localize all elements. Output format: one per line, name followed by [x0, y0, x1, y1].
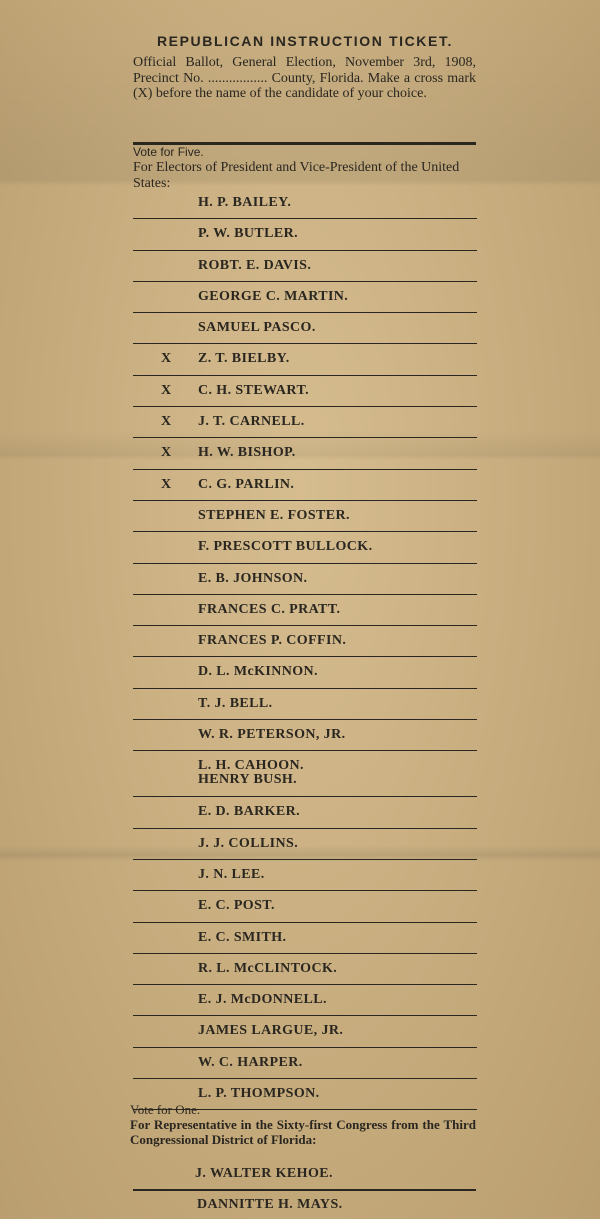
- candidate-name: J. T. CARNELL.: [198, 414, 305, 430]
- candidate-name: Z. T. BIELBY.: [198, 351, 290, 367]
- cross-mark: X: [161, 445, 172, 461]
- candidate-name: H. W. BISHOP.: [198, 445, 296, 461]
- candidate-name: C. G. PARLIN.: [198, 476, 295, 492]
- elector-candidate-row: [133, 188, 477, 219]
- ballot-instructions: [133, 55, 476, 102]
- cross-mark: X: [161, 414, 172, 430]
- candidate-name: W. R. PETERSON, JR.: [198, 727, 346, 743]
- candidate-name: E. D. BARKER.: [198, 804, 301, 820]
- electors-vote-for: Vote for Five.: [133, 145, 204, 159]
- elector-candidate-row: [133, 657, 477, 688]
- cross-mark: X: [161, 476, 172, 492]
- congress-candidate: J. WALTER KEHOE.: [195, 1166, 333, 1181]
- candidate-name: FRANCES C. PRATT.: [198, 601, 341, 617]
- candidate-name: W. C. HARPER.: [198, 1054, 303, 1070]
- elector-candidate-row: [133, 985, 477, 1016]
- elector-candidate-row: [133, 891, 477, 922]
- elector-candidate-list: [133, 188, 477, 1110]
- congress-candidate: DANNITTE H. MAYS.: [197, 1197, 343, 1212]
- elector-candidate-row: [133, 1016, 477, 1047]
- candidate-name: J. J. COLLINS.: [198, 835, 299, 851]
- ticket-title: REPUBLICAN INSTRUCTION TICKET.: [156, 33, 454, 49]
- elector-candidate-row: [133, 282, 477, 313]
- divider: [133, 1189, 476, 1191]
- elector-candidate-row: [133, 720, 477, 751]
- candidate-name: FRANCES P. COFFIN.: [198, 633, 347, 649]
- elector-candidate-row: [133, 829, 477, 860]
- elector-candidate-row: [133, 860, 477, 891]
- candidate-name: L. H. CAHOON.: [198, 758, 304, 774]
- elector-candidate-row: [133, 532, 477, 563]
- cross-mark: X: [161, 351, 172, 367]
- elector-candidate-row: [133, 501, 477, 532]
- candidate-name: E. C. SMITH.: [198, 929, 287, 945]
- candidate-name: ROBT. E. DAVIS.: [198, 257, 312, 273]
- candidate-name: L. P. THOMPSON.: [198, 1086, 320, 1102]
- candidate-name: T. J. BELL.: [198, 695, 273, 711]
- elector-candidate-row: [133, 219, 477, 250]
- candidate-name: E. B. JOHNSON.: [198, 570, 308, 586]
- elector-candidate-row: [133, 595, 477, 626]
- candidate-name: SAMUEL PASCO.: [198, 320, 316, 336]
- candidate-name: GEORGE C. MARTIN.: [198, 288, 349, 304]
- candidate-name: JAMES LARGUE, JR.: [198, 1023, 344, 1039]
- elector-candidate-row: [133, 313, 477, 344]
- candidate-name: D. L. McKINNON.: [198, 664, 318, 680]
- elector-candidate-row: [133, 923, 477, 954]
- elector-candidate-row: [133, 438, 477, 469]
- candidate-name: P. W. BUTLER.: [198, 226, 299, 242]
- elector-candidate-row: [133, 407, 477, 438]
- elector-candidate-row: [133, 470, 477, 501]
- congress-vote-for: Vote for One.: [130, 1102, 201, 1117]
- congress-office: For Representative in the Sixty-first Congress from the Third Congressional District of Florida:: [130, 1117, 476, 1147]
- elector-candidate-row: [133, 251, 477, 282]
- congress-section: [130, 1102, 476, 1147]
- elector-candidate-row: [133, 751, 477, 797]
- candidate-name: F. PRESCOTT BULLOCK.: [198, 539, 373, 555]
- electors-office: For Electors of President and Vice-President of the United States:: [133, 160, 460, 191]
- candidate-name: H. P. BAILEY.: [198, 195, 292, 210]
- candidate-name: STEPHEN E. FOSTER.: [198, 507, 350, 523]
- cross-mark: X: [161, 382, 172, 398]
- elector-candidate-row: [133, 797, 477, 828]
- candidate-name: J. N. LEE.: [198, 866, 265, 882]
- elector-candidate-row: [133, 344, 477, 375]
- elector-candidate-row: [133, 626, 477, 657]
- elector-candidate-row: [133, 564, 477, 595]
- elector-candidate-row: [133, 1048, 477, 1079]
- elector-candidate-row: [133, 689, 477, 720]
- elector-candidate-row: [133, 376, 477, 407]
- candidate-name: HENRY BUSH.: [198, 772, 298, 788]
- elector-candidate-row: [133, 954, 477, 985]
- instructions-text: Official Ballot, General Election, November 3rd, 1908, Precinct No. ................. County, Florida. Make a cross mark (X) before the name of the candidate of your choice.: [133, 55, 476, 101]
- candidate-name: C. H. STEWART.: [198, 382, 310, 398]
- candidate-name: E. J. McDONNELL.: [198, 992, 327, 1008]
- candidate-name: R. L. McCLINTOCK.: [198, 960, 338, 976]
- candidate-name: E. C. POST.: [198, 898, 275, 914]
